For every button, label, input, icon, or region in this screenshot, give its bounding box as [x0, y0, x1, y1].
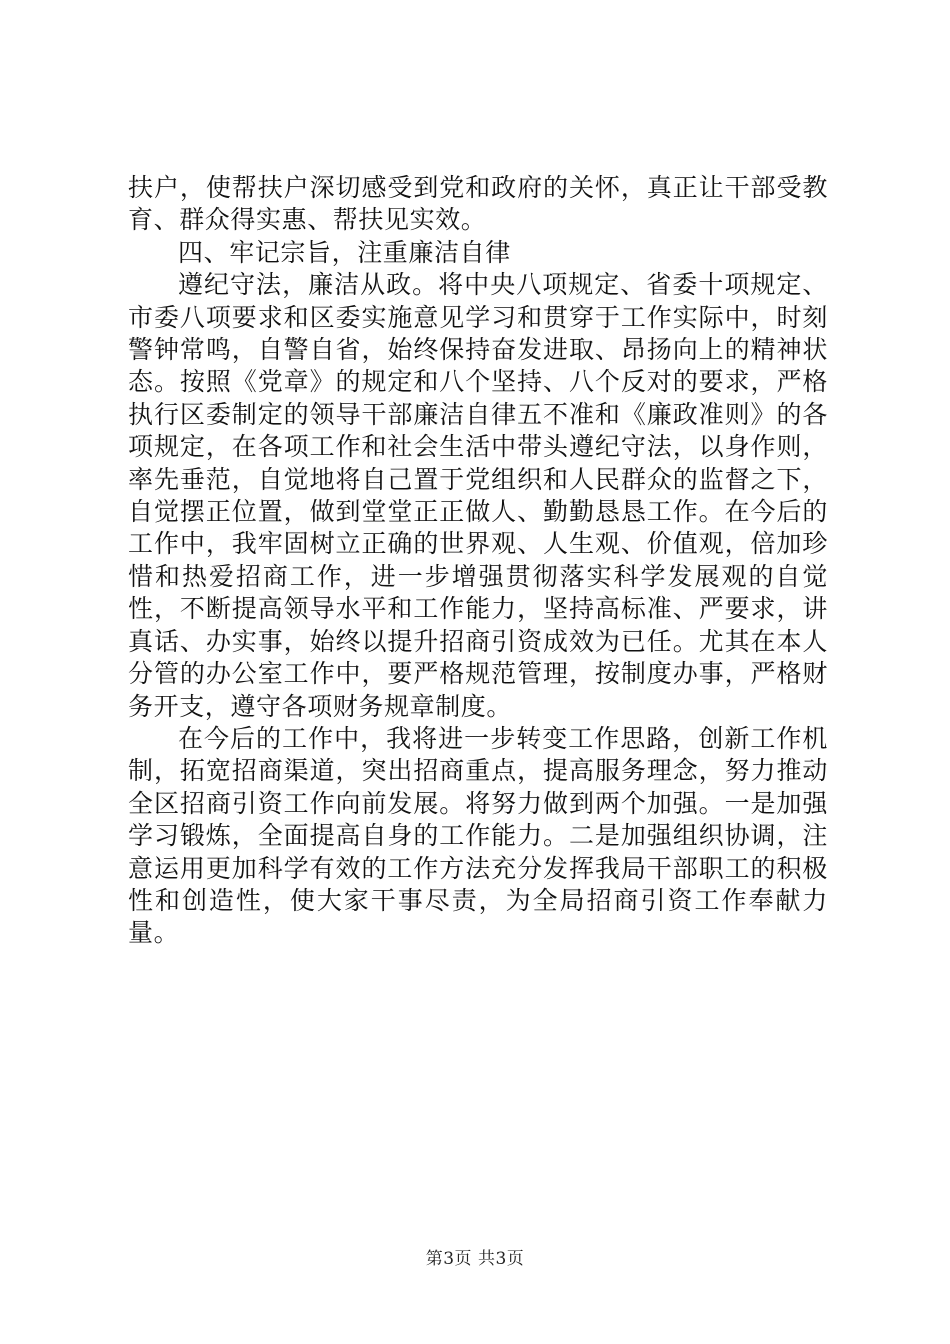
- page-footer: 第3页 共3页: [425, 1249, 525, 1269]
- document-body: [128, 172, 828, 950]
- paragraph-future-work: 在今后的工作中，我将进一步转变工作思路，创新工作机制，拓宽招商渠道，突出招商重点，提高服务理念，努力推动全区招商引资工作向前发展。将努力做到两个加强。一是加强学习锻炼，全面提高自身的工作能力。二是加强组织协调，注意运用更加科学有效的工作方法充分发挥我局干部职工的积极性和创造性，使大家干事尽责，为全局招商引资工作奉献力量。: [128, 723, 828, 948]
- paragraph-integrity: 遵纪守法，廉洁从政。将中央八项规定、省委十项规定、市委八项要求和区委实施意见学习和贯穿于工作实际中，时刻警钟常鸣，自警自省，始终保持奋发进取、昂扬向上的精神状态。按照《党章》的规定和八个坚持、八个反对的要求，严格执行区委制定的领导干部廉洁自律五不准和《廉政准则》的各项规定，在各项工作和社会生活中带头遵纪守法，以身作则，率先垂范，自觉地将自己置于党组织和人民群众的监督之下，自觉摆正位置，做到堂堂正正做人、勤勤恳恳工作。在今后的工作中，我牢固树立正确的世界观、人生观、价值观，倍加珍惜和热爱招商工作，进一步增强贯彻落实科学发展观的自觉性，不断提高领导水平和工作能力，坚持高标准、严要求，讲真话、办实事，始终以提升招商引资成效为已任。尤其在本人分管的办公室工作中，要严格规范管理，按制度办事，严格财务开支，遵守各项财务规章制度。: [128, 270, 828, 721]
- section-heading: 四、牢记宗旨，注重廉洁自律: [178, 237, 511, 267]
- paragraph-continuation: 扶户，使帮扶户深切感受到党和政府的关怀，真正让干部受教育、群众得实惠、帮扶见实效。: [128, 173, 828, 235]
